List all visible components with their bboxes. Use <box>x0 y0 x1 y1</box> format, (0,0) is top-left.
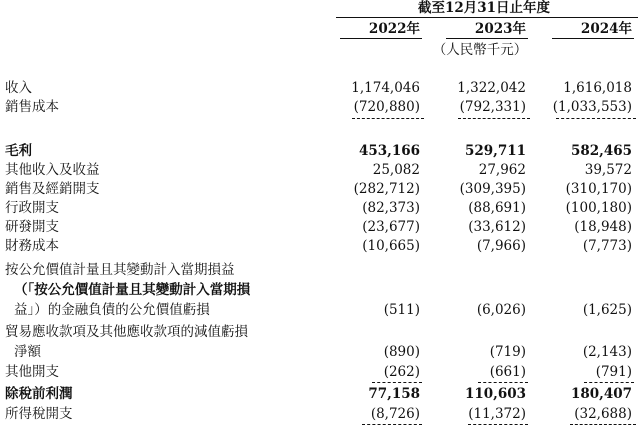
value-2024: (18,948) <box>574 219 632 235</box>
year-2023: 2023年 <box>474 21 526 37</box>
value-2024: (32,688) <box>574 406 632 422</box>
row-label: 其他收入及收益 <box>5 162 100 178</box>
value-2022: (10,665) <box>362 238 420 254</box>
value-2022: (511) <box>383 302 420 318</box>
table-row <box>0 181 640 198</box>
subtotal-rule-2024 <box>584 382 634 383</box>
value-2022: (282,712) <box>353 181 420 197</box>
value-2022: (890) <box>383 344 420 360</box>
value-2024: (100,180) <box>565 200 632 216</box>
value-2022: 25,082 <box>372 162 420 178</box>
value-2022: (23,677) <box>362 219 420 235</box>
value-2024: (2,143) <box>582 344 632 360</box>
table-row <box>0 302 640 319</box>
value-2023: (33,612) <box>468 219 526 235</box>
value-2022: 77,158 <box>368 386 420 402</box>
table-row <box>0 282 640 299</box>
value-2023: (792,331) <box>459 99 526 115</box>
value-2024: 1,616,018 <box>563 80 632 96</box>
table-row <box>0 219 640 236</box>
subtotal-rule-2024 <box>570 424 636 425</box>
year-2024: 2024年 <box>580 21 632 37</box>
row-label: 收入 <box>5 80 32 96</box>
year-2023-underline <box>446 38 528 39</box>
value-2022: (8,726) <box>370 406 420 422</box>
value-2023: (719) <box>489 344 526 360</box>
year-2022-underline <box>340 38 422 39</box>
table-row <box>0 80 640 97</box>
subtotal-rule-2022 <box>362 424 422 425</box>
value-2022: (82,373) <box>362 200 420 216</box>
subtotal-rule-2023 <box>478 382 528 383</box>
table-row <box>0 262 640 279</box>
table-row <box>0 200 640 217</box>
value-2024: 582,465 <box>570 143 632 159</box>
year-2022: 2022年 <box>368 21 420 37</box>
value-2023: (6,026) <box>476 302 526 318</box>
value-2023: 110,603 <box>464 386 526 402</box>
value-2024: (1,033,553) <box>552 99 632 115</box>
value-2024: (791) <box>595 364 632 380</box>
subtotal-rule-2023 <box>458 118 530 119</box>
year-2024-underline <box>552 38 634 39</box>
row-label: 財務成本 <box>5 238 59 254</box>
value-2023: (88,691) <box>468 200 526 216</box>
value-2022: (720,880) <box>353 99 420 115</box>
value-2023: 1,322,042 <box>457 80 526 96</box>
row-label: 毛利 <box>5 143 32 159</box>
table-row <box>0 344 640 361</box>
subtotal-rule-2024 <box>556 118 636 119</box>
row-label: 除稅前利潤 <box>5 386 73 402</box>
value-2022: 453,166 <box>358 143 420 159</box>
table-row <box>0 143 640 160</box>
value-2024: (1,625) <box>582 302 632 318</box>
value-2022: 1,174,046 <box>351 80 420 96</box>
table-row <box>0 99 640 116</box>
unit-label: （人民幣千元） <box>432 42 528 58</box>
row-label: 銷售及經銷開支 <box>5 181 100 197</box>
value-2023: (11,372) <box>468 406 526 422</box>
table-row <box>0 406 640 423</box>
subtotal-rule-2023 <box>468 424 528 425</box>
table-row <box>0 162 640 179</box>
table-row <box>0 386 640 403</box>
period-title: 截至12月31日止年度 <box>417 0 551 16</box>
row-label: 研發開支 <box>5 219 59 235</box>
value-2024: (7,773) <box>582 238 632 254</box>
value-2023: 27,962 <box>478 162 526 178</box>
row-label: （「按公允價值計量且其變動計入當期損 <box>14 282 251 298</box>
value-2024: 180,407 <box>570 386 632 402</box>
period-underline <box>336 17 638 18</box>
row-label: 按公允價值計量且其變動計入當期損益 <box>5 262 235 278</box>
subtotal-rule-2022 <box>372 382 422 383</box>
row-label: 益」）的金融負債的公允價值虧損 <box>14 302 210 318</box>
value-2023: (7,966) <box>476 238 526 254</box>
row-label: 貿易應收款項及其他應收款項的減值虧損 <box>5 324 248 340</box>
row-label: 行政開支 <box>5 200 59 216</box>
row-label: 銷售成本 <box>5 99 59 115</box>
row-label: 所得稅開支 <box>5 406 73 422</box>
row-label: 淨額 <box>14 344 41 360</box>
value-2023: (661) <box>489 364 526 380</box>
table-row <box>0 324 640 341</box>
value-2024: 39,572 <box>584 162 632 178</box>
table-row <box>0 238 640 255</box>
value-2023: (309,395) <box>459 181 526 197</box>
value-2023: 529,711 <box>464 143 526 159</box>
row-label: 其他開支 <box>5 364 59 380</box>
value-2022: (262) <box>383 364 420 380</box>
value-2024: (310,170) <box>565 181 632 197</box>
table-row <box>0 364 640 381</box>
subtotal-rule-2022 <box>352 118 424 119</box>
